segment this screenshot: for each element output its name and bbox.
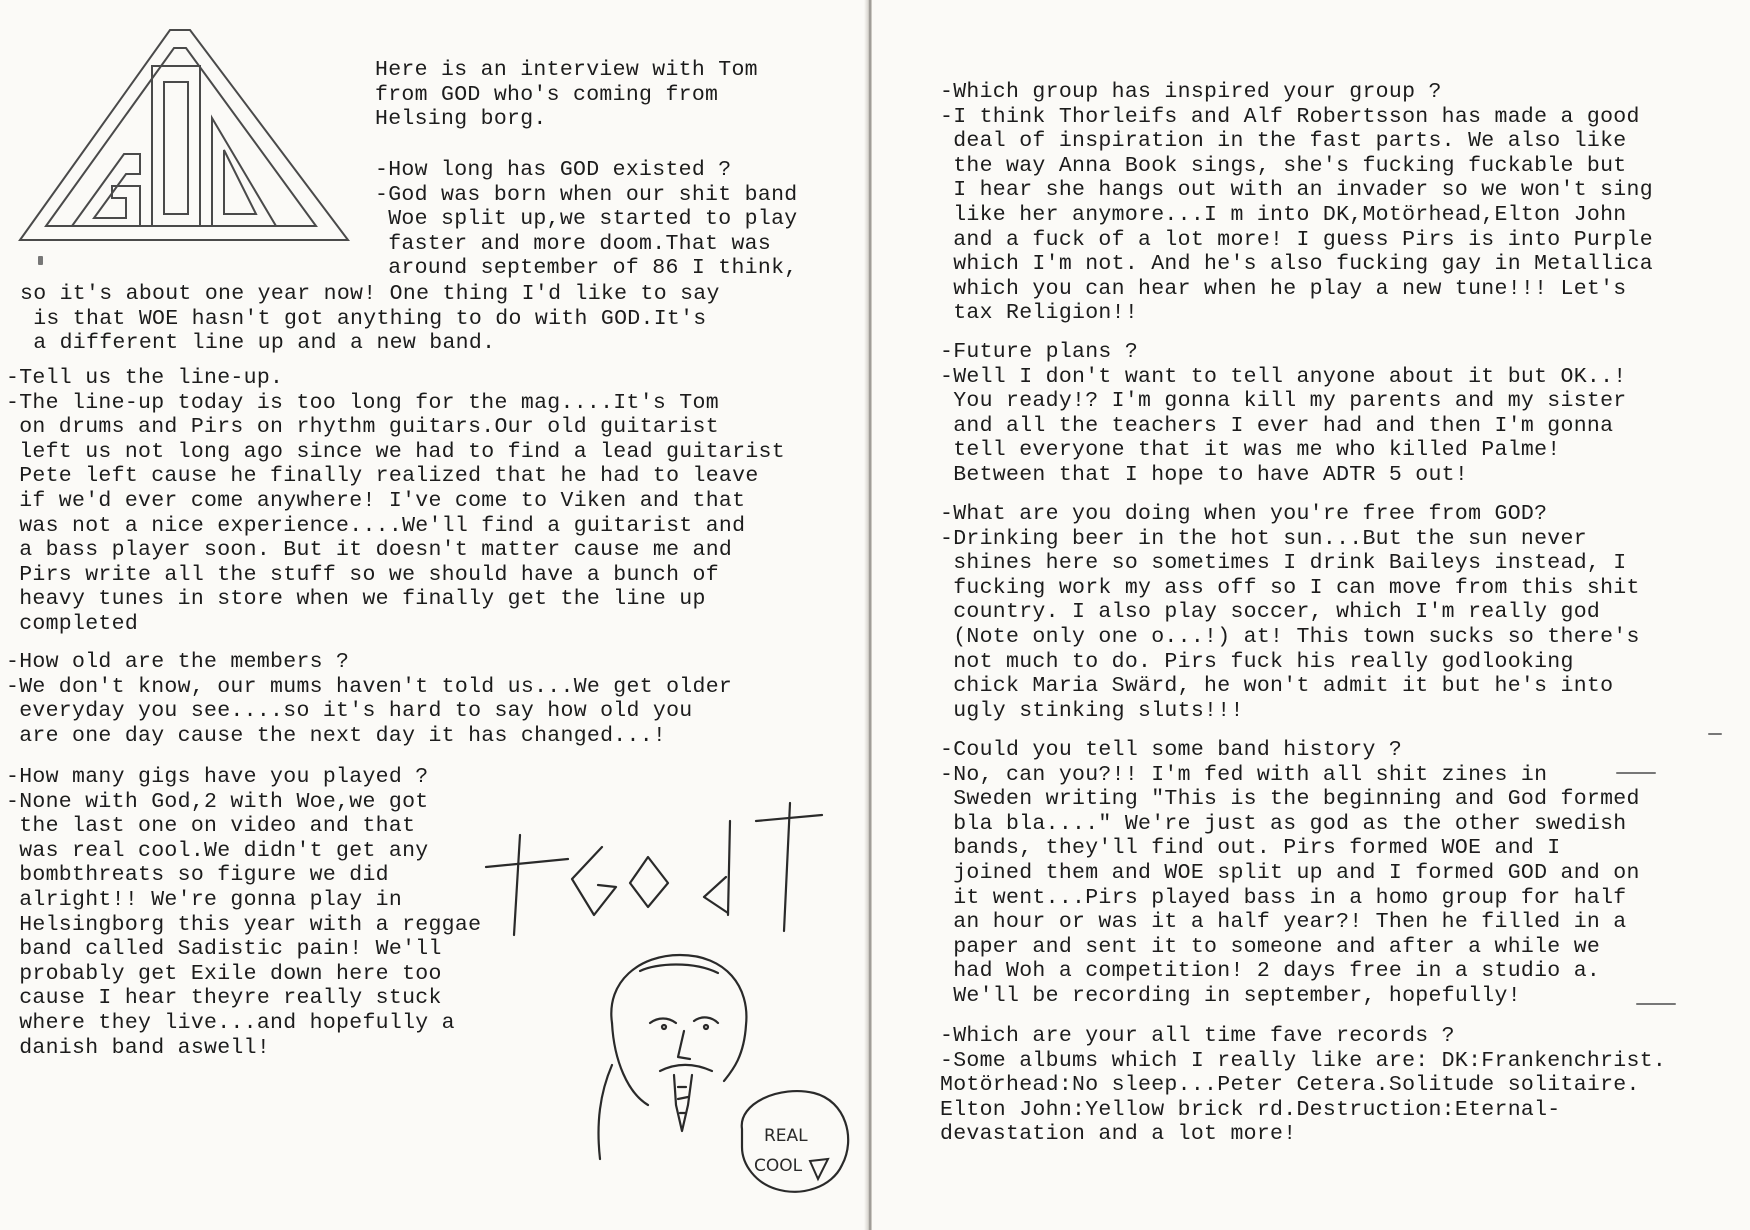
answer-line: and a fuck of a lot more! I guess Pirs is into Purple bbox=[940, 227, 1653, 252]
hand-sketch bbox=[480, 775, 860, 1220]
answer-line: -No, can you?!! I'm fed with all shit zines in bbox=[940, 762, 1548, 787]
answer-free-time bbox=[940, 502, 1640, 723]
answer-gigs bbox=[6, 765, 481, 1060]
bubble-word: REAL bbox=[764, 1126, 808, 1146]
answer-line: left us not long ago since we had to find a lead guitarist bbox=[6, 439, 785, 464]
answer-line: Sweden writing "This is the beginning and God formed bbox=[940, 787, 1640, 812]
answer-line: danish band aswell! bbox=[6, 1035, 271, 1060]
answer-line: bombthreats so figure we did bbox=[6, 863, 389, 888]
answer-band-history bbox=[940, 738, 1640, 1009]
answer-line-up bbox=[6, 366, 785, 637]
answer-line: so it's about one year now! One thing I'd like to say bbox=[20, 282, 720, 306]
answer-line: -Some albums which I really like are: DK:Frankenchrist. bbox=[940, 1048, 1667, 1073]
answer-existence bbox=[375, 158, 797, 281]
ink-speck bbox=[38, 256, 43, 265]
answer-line: fucking work my ass off so I can move from this shit bbox=[940, 575, 1640, 600]
answer-line: a different line up and a new band. bbox=[20, 331, 496, 356]
answer-line: cause I hear theyre really stuck bbox=[6, 986, 442, 1011]
answer-line: if we'd ever come anywhere! I've come to Viken and that bbox=[6, 488, 746, 513]
answer-line: -The line-up today is too long for the mag....It's Tom bbox=[6, 390, 719, 415]
answer-line: was real cool.We didn't get any bbox=[6, 838, 429, 863]
answer-line: probably get Exile down here too bbox=[6, 961, 442, 986]
question-line: -Which group has inspired your group ? bbox=[940, 80, 1442, 104]
answer-line: an hour or was it a half year?! Then he filled in a bbox=[940, 910, 1627, 935]
answer-line: You ready!? I'm gonna kill my parents and my sister bbox=[940, 389, 1627, 414]
answer-inspiration bbox=[940, 80, 1653, 326]
answer-line: the way Anna Book sings, she's fucking fuckable but bbox=[940, 153, 1627, 178]
answer-members-age bbox=[6, 650, 732, 748]
answer-line: band called Sadistic pain! We'll bbox=[6, 937, 442, 962]
answer-line: -Drinking beer in the hot sun...But the sun never bbox=[940, 526, 1587, 551]
answer-line: faster and more doom.That was bbox=[375, 231, 772, 256]
answer-line: Helsingborg this year with a reggae bbox=[6, 912, 482, 937]
answer-line: chick Maria Swärd, he won't admit it but he's into bbox=[940, 674, 1614, 699]
answer-line: which I'm not. And he's also fucking gay in Metallica bbox=[940, 252, 1653, 277]
answer-line: which you can hear when he play a new tune!!! Let's bbox=[940, 276, 1627, 301]
question-line: -How many gigs have you played ? bbox=[6, 765, 429, 789]
answer-line: -I think Thorleifs and Alf Robertsson has made a good bbox=[940, 104, 1640, 129]
answer-line: ugly stinking sluts!!! bbox=[940, 698, 1244, 723]
answer-line: on drums and Pirs on rhythm guitars.Our old guitarist bbox=[6, 415, 719, 440]
answer-line: Between that I hope to have ADTR 5 out! bbox=[940, 462, 1469, 487]
answer-line: paper and sent it to someone and after a while we bbox=[940, 934, 1601, 959]
answer-future-plans bbox=[940, 340, 1627, 488]
answer-line: are one day cause the next day it has changed...! bbox=[6, 723, 667, 748]
answer-line: was not a nice experience....We'll find a guitarist and bbox=[6, 513, 746, 538]
answer-line: like her anymore...I m into DK,Motörhead,Elton John bbox=[940, 202, 1627, 227]
question-line: -What are you doing when you're free from GOD? bbox=[940, 502, 1548, 526]
ink-streak bbox=[1636, 1003, 1676, 1005]
answer-line: -None with God,2 with Woe,we got bbox=[6, 789, 429, 814]
intro-line: from GOD who's coming from bbox=[375, 82, 719, 107]
answer-line: and all the teachers I ever had and then I'm gonna bbox=[940, 413, 1614, 438]
answer-line: alright!! We're gonna play in bbox=[6, 887, 403, 912]
answer-line: Elton John:Yellow brick rd.Destruction:Eternal- bbox=[940, 1097, 1561, 1122]
answer-line: heavy tunes in store when we finally get the line up bbox=[6, 587, 706, 612]
answer-line: Motörhead:No sleep...Peter Cetera.Solitude solitaire. bbox=[940, 1073, 1640, 1098]
intro-line: Here is an interview with Tom bbox=[375, 58, 758, 82]
answer-line: everyday you see....so it's hard to say how old you bbox=[6, 699, 693, 724]
question-line: -How old are the members ? bbox=[6, 650, 350, 674]
answer-line: had Woh a competition! 2 days free in a studio a. bbox=[940, 959, 1601, 984]
answer-line: Pete left cause he finally realized that he had to leave bbox=[6, 464, 759, 489]
answer-line: -Well I don't want to tell anyone about it but OK..! bbox=[940, 364, 1627, 389]
right-page bbox=[872, 0, 1750, 1230]
answer-line: completed bbox=[6, 611, 139, 636]
intro-paragraph bbox=[375, 58, 758, 132]
intro-line: Helsing borg. bbox=[375, 107, 547, 132]
ink-streak bbox=[1616, 772, 1656, 774]
question-line: -Tell us the line-up. bbox=[6, 366, 284, 390]
answer-line: is that WOE hasn't got anything to do with GOD.It's bbox=[20, 306, 707, 331]
answer-line: country. I also play soccer, which I'm really god bbox=[940, 600, 1601, 625]
answer-line: deal of inspiration in the fast parts. We also like bbox=[940, 129, 1627, 154]
answer-line: devastation and a lot more! bbox=[940, 1122, 1297, 1147]
answer-line: -God was born when our shit band bbox=[375, 182, 798, 207]
answer-line: -We don't know, our mums haven't told us...We get older bbox=[6, 674, 733, 699]
answer-line: the last one on video and that bbox=[6, 814, 416, 839]
answer-line: (Note only one o...!) at! This town sucks so there's bbox=[940, 624, 1640, 649]
answer-line: Pirs write all the stuff so we should have a bunch of bbox=[6, 562, 719, 587]
answer-fave-records bbox=[940, 1024, 1666, 1147]
answer-line: where they live...and hopefully a bbox=[6, 1010, 455, 1035]
ink-streak bbox=[1708, 733, 1722, 735]
question-line: -Could you tell some band history ? bbox=[940, 738, 1403, 762]
answer-line: around september of 86 I think, bbox=[375, 256, 798, 281]
answer-line: it went...Pirs played bass in a homo group for half bbox=[940, 885, 1627, 910]
answer-existence-continued bbox=[20, 282, 720, 356]
left-page bbox=[0, 0, 868, 1230]
answer-line: bands, they'll find out. Pirs formed WOE and I bbox=[940, 836, 1561, 861]
answer-line: I hear she hangs out with an invader so we won't sing bbox=[940, 178, 1653, 203]
question-line: -How long has GOD existed ? bbox=[375, 158, 732, 182]
heart-icon bbox=[810, 1159, 828, 1179]
question-line: -Future plans ? bbox=[940, 340, 1139, 364]
bubble-word: COOL bbox=[754, 1156, 803, 1176]
answer-line: shines here so sometimes I drink Baileys instead, I bbox=[940, 551, 1627, 576]
god-logo bbox=[14, 26, 354, 246]
answer-line: tell everyone that it was me who killed Palme! bbox=[940, 438, 1561, 463]
answer-line: tax Religion!! bbox=[940, 301, 1139, 326]
question-line: -Which are your all time fave records ? bbox=[940, 1024, 1455, 1048]
answer-line: joined them and WOE split up and I formed GOD and on bbox=[940, 860, 1640, 885]
answer-line: bla bla...." We're just as god as the other swedish bbox=[940, 811, 1627, 836]
answer-line: We'll be recording in september, hopefully! bbox=[940, 983, 1521, 1008]
answer-line: not much to do. Pirs fuck his really godlooking bbox=[940, 649, 1574, 674]
answer-line: Woe split up,we started to play bbox=[375, 207, 798, 232]
answer-line: a bass player soon. But it doesn't matter cause me and bbox=[6, 538, 733, 563]
